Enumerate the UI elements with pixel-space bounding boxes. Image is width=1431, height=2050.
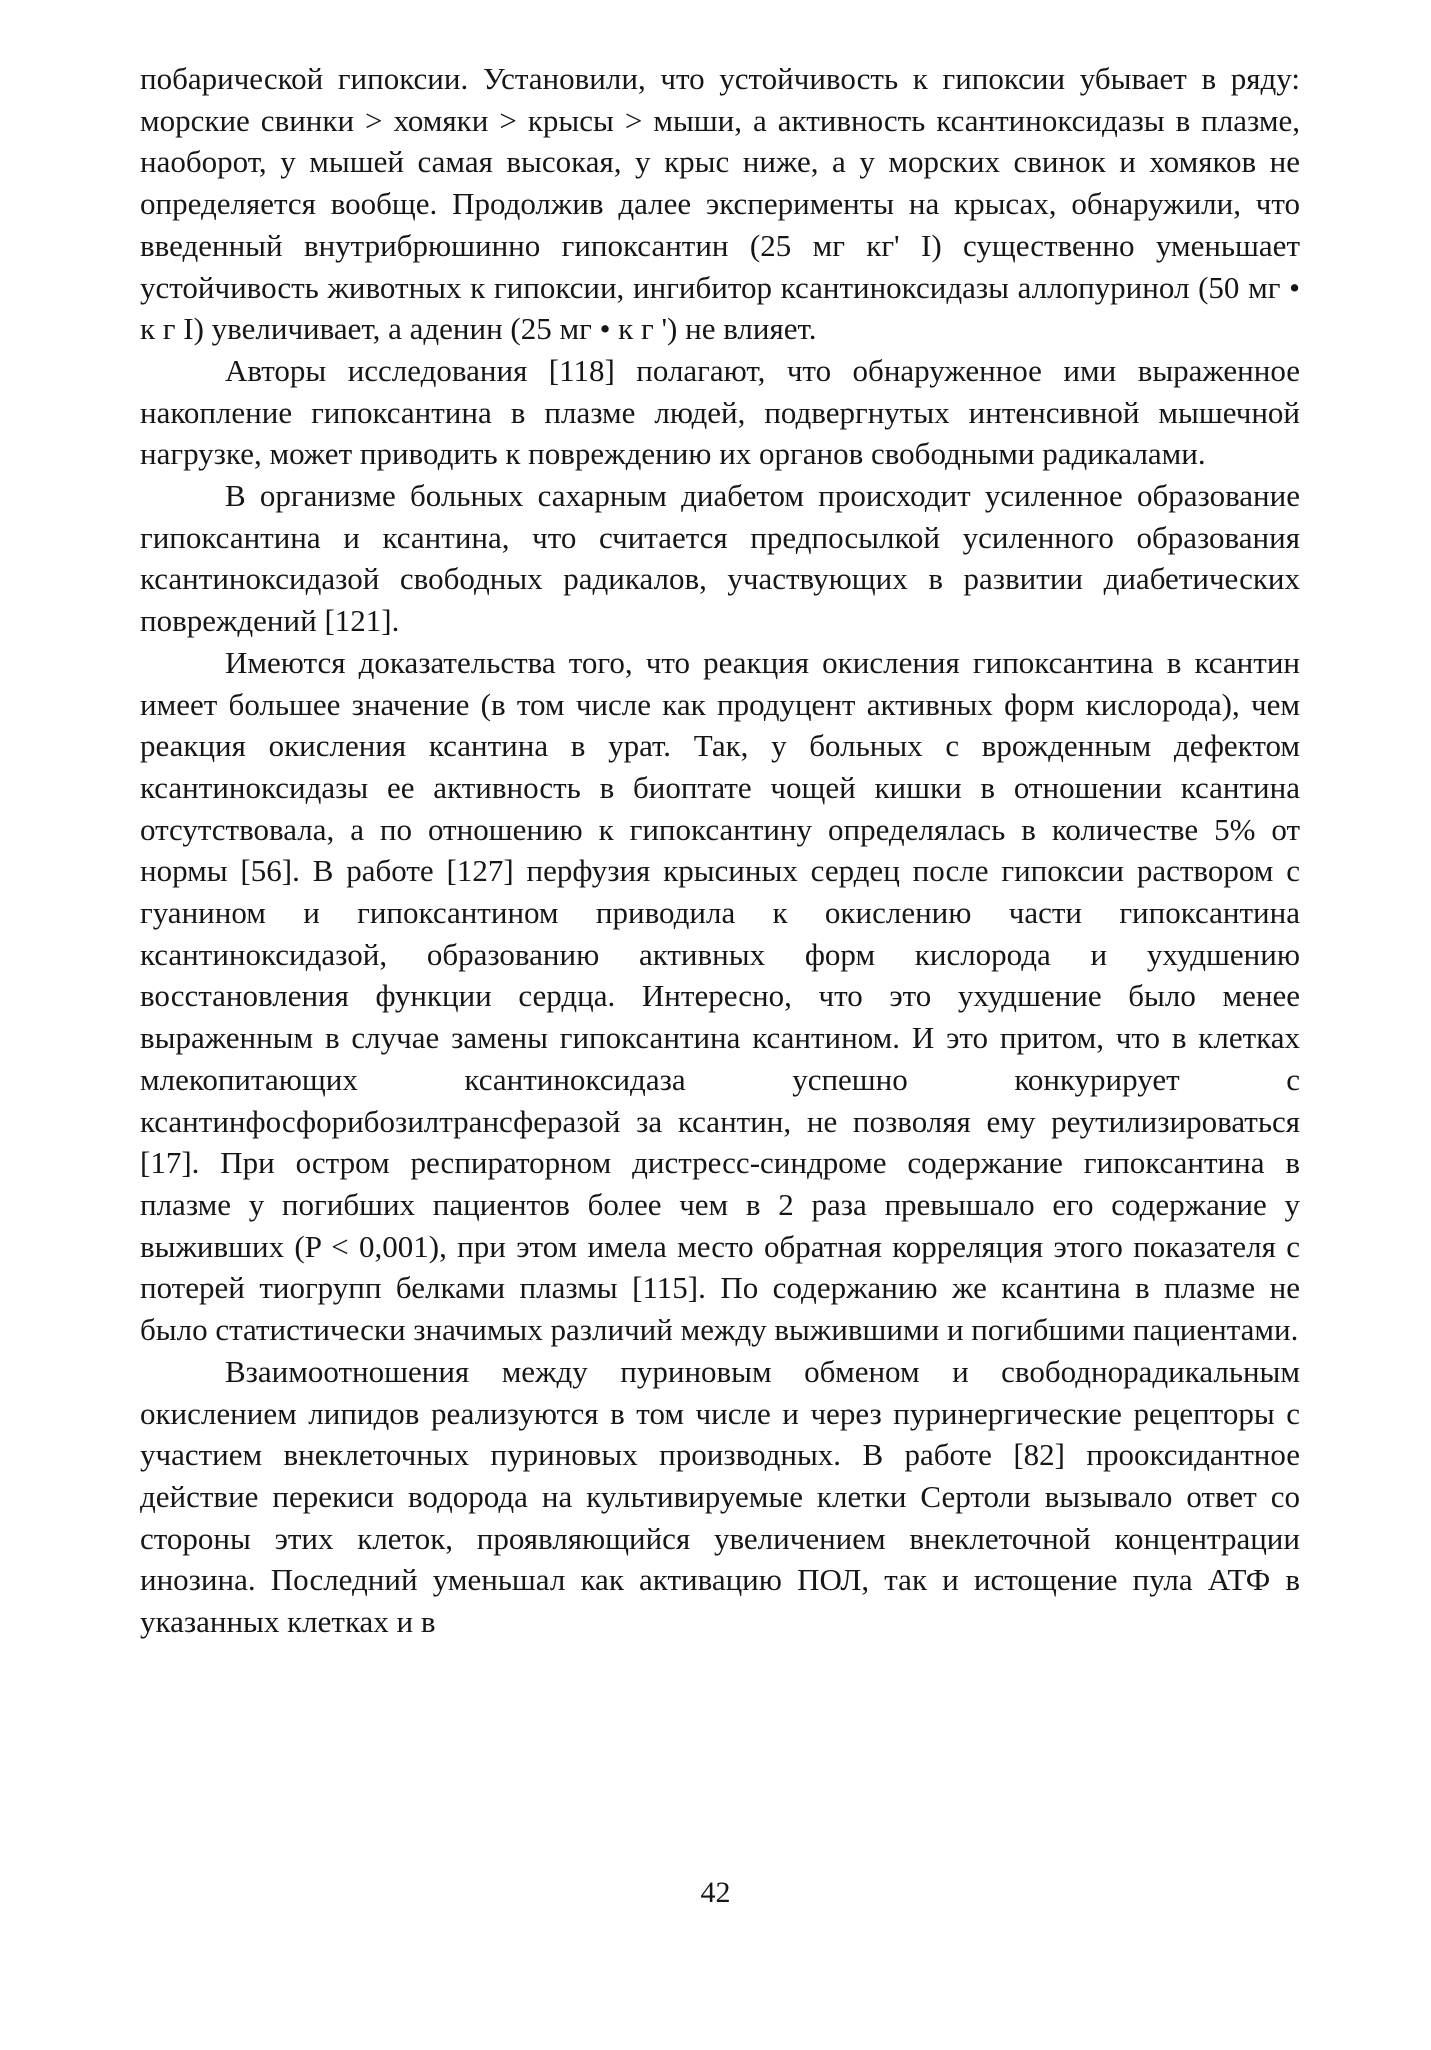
paragraph-5: Взаимоотношения между пуриновым обменом и свободнорадикальным окислением липидов реализуются в том числе и через пуринергические рецепторы с участием внеклеточных пуриновых производных. В работе [82] прооксидантное действие перекиси водорода на культивируемые клетки Сертоли вызывало ответ со стороны этих клеток, проявляющийся увеличением внеклеточной концентрации инозина. Последний уменьшал как активацию ПОЛ, так и истощение пула АТФ в указанных клетках и в <box>140 1353 1300 1640</box>
paragraph-2: Авторы исследования [118] полагают, что обнаруженное ими выраженное накопление гипоксантина в плазме людей, подвергнутых интенсивной мышечной нагрузке, может приводить к повреждению их органов свободными радикалами. <box>140 352 1300 472</box>
paragraph-3: В организме больных сахарным диабетом происходит усиленное образование гипоксантина и ксантина, что считается предпосылкой усиленного образования ксантиноксидазой свободных радикалов, участвующих в развитии диабетических повреждений [121]. <box>140 478 1300 639</box>
body-text <box>140 58 1300 1643</box>
paragraph-1: побарической гипоксии. Установили, что устойчивость к гипоксии убывает в ряду: морские свинки > хомяки > крысы > мыши, а активность ксантиноксидазы в плазме, наоборот, у мышей самая высокая, у крыс ниже, а у морских свинок и хомяков не определяется вообще. Продолжив далее эксперименты на крысах, обнаружили, что введенный внутрибрюшинно гипоксантин (25 мг кг' I) существенно уменьшает устойчивость животных к гипоксии, ингибитор ксантиноксидазы аллопуринол (50 мг • к г I) увеличивает, а аденин (25 мг • к г ') не влияет. <box>140 61 1300 347</box>
page-number: 42 <box>700 1876 731 1909</box>
paragraph-4: Имеются доказательства того, что реакция окисления гипоксантина в ксантин имеет большее значение (в том числе как продуцент активных форм кислорода), чем реакция окисления ксантина в урат. Так, у больных с врожденным дефектом ксантиноксидазы ее активность в биоптате чощей кишки в отношении ксантина отсутствовала, а по отношению к гипоксантину определялась в количестве 5% от нормы [56]. В работе [127] перфузия крысиных сердец после гипоксии раствором с гуанином и гипоксантином приводила к окислению части гипоксантина ксантиноксидазой, образованию активных форм кислорода и ухудшению восстановления функции сердца. Интересно, что это ухудшение было менее выраженным в случае замены гипоксантина ксантином. И это притом, что в клетках млекопитающих ксантиноксидаза успешно конкурирует с ксантинфосфорибозилтрансферазой за ксантин, не позволяя ему реутилизироваться [17]. При остром респираторном дистресс-синдроме содержание гипоксантина в плазме у погибших пациентов более чем в 2 раза превышало его содержание у выживших (P < 0,001), при этом имела место обратная корреляция этого показателя с потерей тиогрупп белками плазмы [115]. По содержанию же ксантина в плазме не было статистически значимых различий между выжившими и погибшими пациентами. <box>140 644 1300 1348</box>
